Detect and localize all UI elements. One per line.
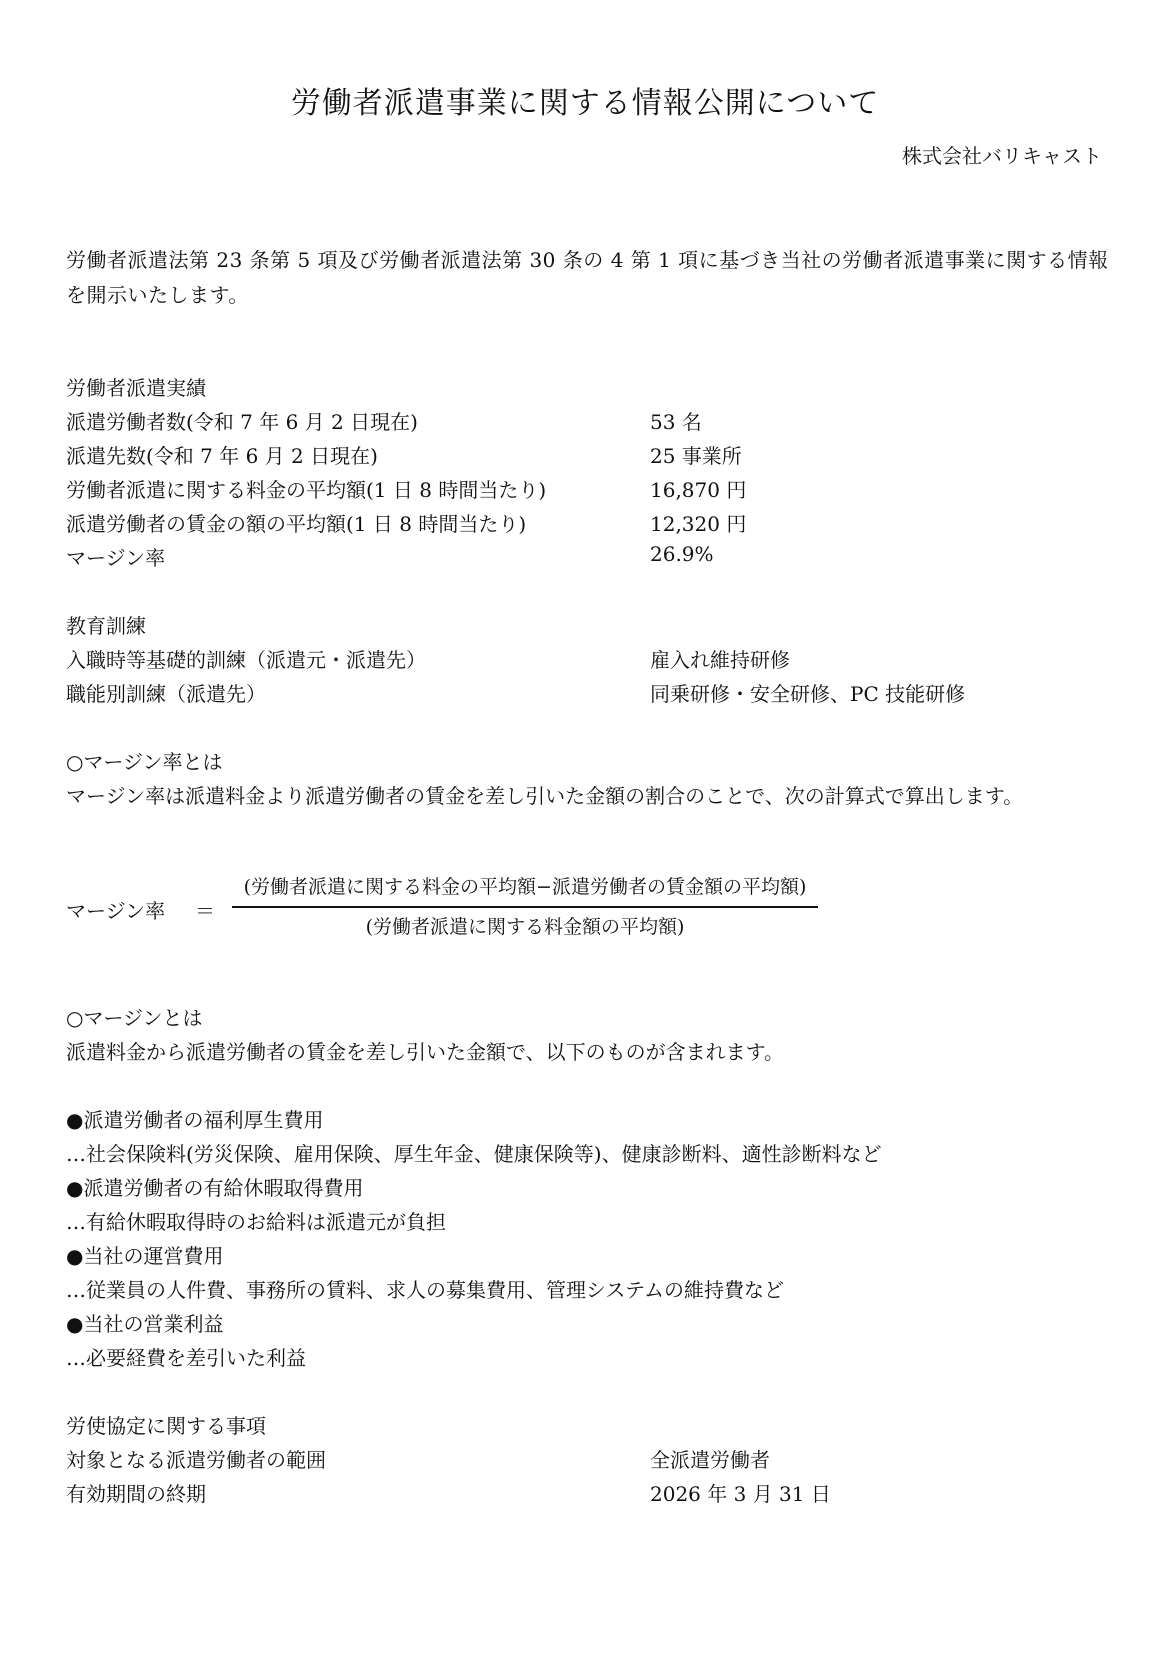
performance-heading: 労働者派遣実績 [66, 376, 206, 400]
performance-label-avg-wage: 派遣労働者の賃金の額の平均額(1 日 8 時間当たり) [66, 512, 527, 536]
agreement-heading: 労使協定に関する事項 [66, 1414, 266, 1438]
intro-paragraph: 労働者派遣法第 23 条第 5 項及び労働者派遣法第 30 条の 4 第 1 項に基づき当社の労働者派遣事業に関する情報を開示いたします。 [66, 248, 1109, 307]
agreement-label-scope: 対象となる派遣労働者の範囲 [66, 1448, 326, 1472]
agreement-label-expiry: 有効期間の終期 [66, 1482, 206, 1506]
performance-value-clients: 25 事業所 [650, 444, 742, 468]
agreement-value-scope: 全派遣労働者 [650, 1448, 770, 1472]
formula-denominator: (労働者派遣に関する料金額の平均額) [365, 916, 685, 938]
training-value-skill: 同乗研修・安全研修、PC 技能研修 [650, 682, 966, 706]
margin-item-title: ●当社の運営費用 [66, 1244, 224, 1268]
training-value-basic: 雇入れ維持研修 [650, 648, 790, 672]
margin-heading: ○マージンとは [66, 1006, 203, 1030]
performance-label-avg-fee: 労働者派遣に関する料金の平均額(1 日 8 時間当たり) [66, 478, 547, 502]
performance-label-workers: 派遣労働者数(令和 7 年 6 月 2 日現在) [66, 410, 418, 434]
training-heading: 教育訓練 [66, 614, 146, 638]
document-title: 労働者派遣事業に関する情報公開について [290, 86, 880, 121]
agreement-value-expiry: 2026 年 3 月 31 日 [650, 1482, 831, 1506]
performance-value-margin-rate: 26.9% [650, 542, 714, 566]
margin-item-title: ●当社の営業利益 [66, 1312, 224, 1336]
margin-item-detail: …必要経費を差引いた利益 [66, 1346, 306, 1370]
margin-item-detail: …社会保険料(労災保険、雇用保険、厚生年金、健康保険等)、健康診断料、適性診断料など [66, 1142, 882, 1166]
performance-label-margin-rate: マージン率 [66, 546, 166, 570]
margin-item-detail: …従業員の人件費、事務所の賃料、求人の募集費用、管理システムの維持費など [66, 1278, 784, 1302]
margin-rate-heading: ○マージン率とは [66, 750, 223, 774]
formula-fraction-bar [232, 906, 818, 908]
company-name: 株式会社バリキャスト [902, 144, 1102, 168]
training-label-skill: 職能別訓練（派遣先） [66, 682, 266, 706]
performance-value-workers: 53 名 [650, 410, 702, 434]
margin-item-title: ●派遣労働者の福利厚生費用 [66, 1108, 324, 1132]
formula-label: マージン率 [66, 899, 166, 923]
formula-equals: ＝ [195, 899, 215, 923]
margin-item-title: ●派遣労働者の有給休暇取得費用 [66, 1176, 364, 1200]
margin-item-detail: …有給休暇取得時のお給料は派遣元が負担 [66, 1210, 446, 1234]
performance-value-avg-fee: 16,870 円 [650, 478, 747, 502]
performance-label-clients: 派遣先数(令和 7 年 6 月 2 日現在) [66, 444, 378, 468]
margin-rate-description: マージン率は派遣料金より派遣労働者の賃金を差し引いた金額の割合のことで、次の計算式で算出します。 [66, 784, 1024, 808]
formula-numerator: (労働者派遣に関する料金の平均額−派遣労働者の賃金額の平均額) [243, 876, 807, 898]
margin-description: 派遣料金から派遣労働者の賃金を差し引いた金額で、以下のものが含まれます。 [66, 1040, 784, 1064]
performance-value-avg-wage: 12,320 円 [650, 512, 747, 536]
training-label-basic: 入職時等基礎的訓練（派遣元・派遣先） [66, 648, 426, 672]
